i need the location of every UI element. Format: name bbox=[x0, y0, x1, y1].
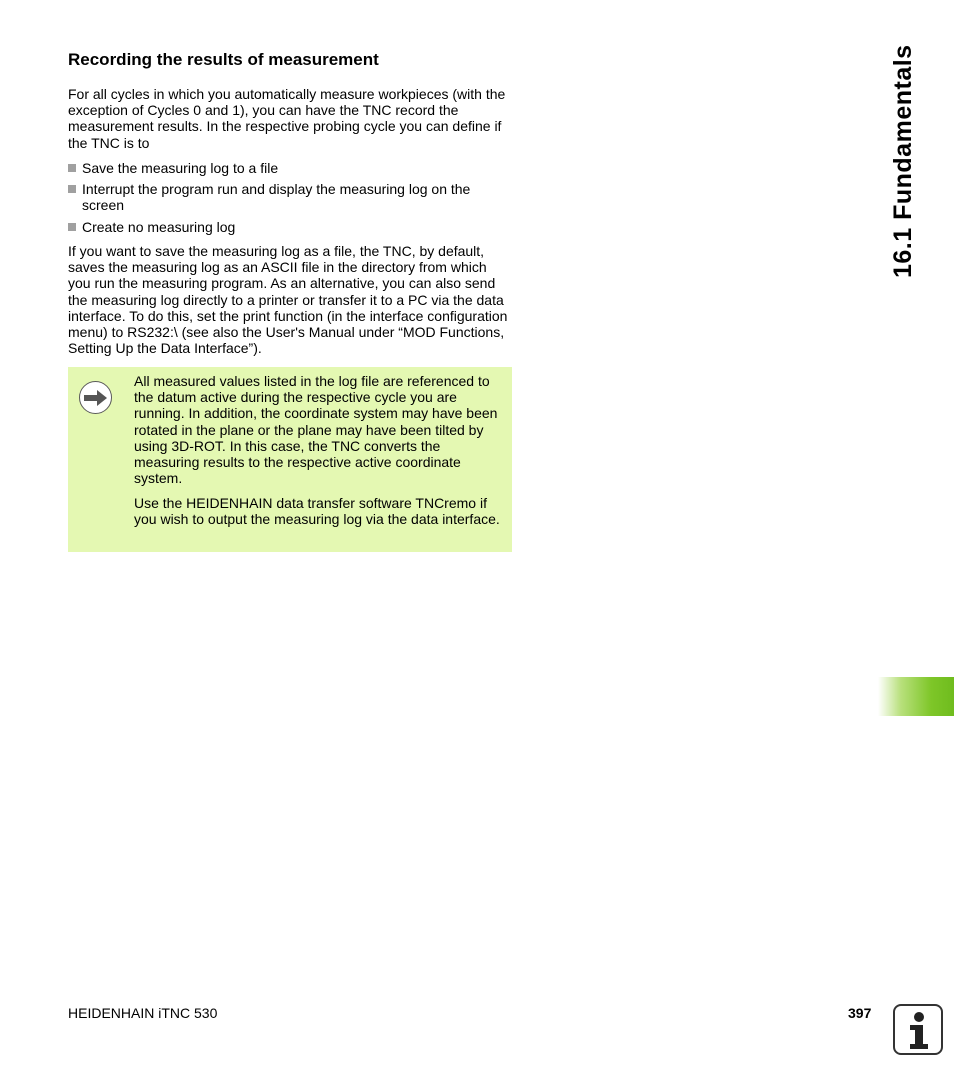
page-number: 397 bbox=[848, 1005, 872, 1021]
options-list bbox=[68, 160, 513, 235]
section-heading: Recording the results of measurement bbox=[68, 50, 379, 69]
footer-product: HEIDENHAIN iTNC 530 bbox=[68, 1005, 218, 1021]
note-paragraph-datum: All measured values listed in the log file are referenced to the datum active during the respective cycle you are running. In addition, the coordinate system may have been rotated in the plane or the plane may have been tilted by using 3D-ROT. In this case, the TNC converts the measuring results to the respective active coordinate system. bbox=[134, 373, 498, 487]
bullet-square-icon bbox=[68, 164, 76, 172]
chapter-side-title: 16.1 Fundamentals bbox=[889, 44, 917, 278]
bullet-square-icon bbox=[68, 185, 76, 193]
note-box bbox=[68, 367, 512, 552]
list-item: Interrupt the program run and display the measuring log on the screen bbox=[68, 181, 513, 213]
info-icon bbox=[893, 1004, 943, 1055]
bullet-square-icon bbox=[68, 223, 76, 231]
body-paragraph: If you want to save the measuring log as a file, the TNC, by default, saves the measuring log as an ASCII file in the directory from which you run the measuring program. As an alternative, you can also send the measuring log directly to a printer or transfer it to a PC via the data interface. To do this, set the print function (in the interface configuration menu) to RS232:\ (see also the User's Manual under “MOD Functions, Setting Up the Data Interface”). bbox=[68, 243, 508, 357]
chapter-tab-marker bbox=[878, 677, 954, 716]
note-paragraph-tncremo: Use the HEIDENHAIN data transfer software TNCremo if you wish to output the measuring log via the data interface. bbox=[134, 495, 500, 528]
intro-paragraph: For all cycles in which you automatically measure workpieces (with the exception of Cycles 0 and 1), you can have the TNC record the measurement results. In the respective probing cycle you can define if the TNC is to bbox=[68, 86, 506, 151]
list-item: Save the measuring log to a file bbox=[68, 160, 513, 176]
arrow-right-icon bbox=[79, 381, 112, 414]
list-item: Create no measuring log bbox=[68, 219, 513, 235]
